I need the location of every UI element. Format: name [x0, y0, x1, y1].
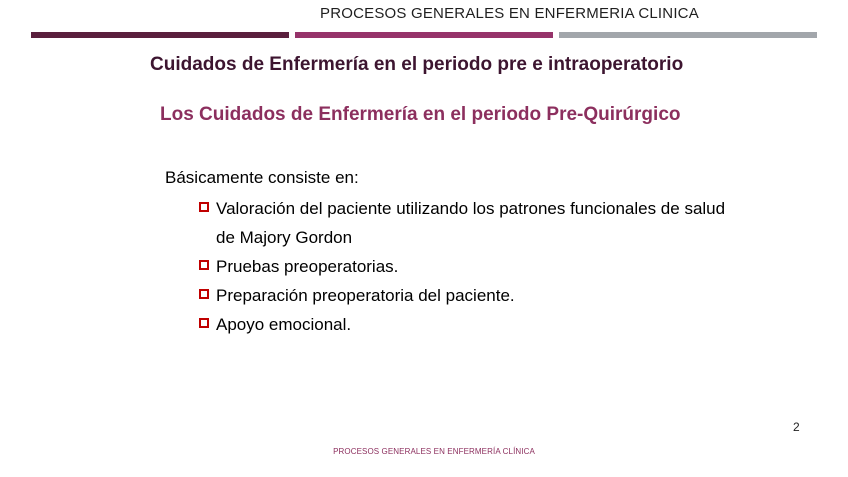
bullet-text: Pruebas preoperatorias.: [216, 257, 399, 276]
footer-text: PROCESOS GENERALES EN ENFERMERÍA CLÍNICA: [333, 447, 535, 456]
header-title: PROCESOS GENERALES EN ENFERMERIA CLINICA: [320, 5, 699, 22]
header-bar-magenta: [295, 32, 553, 38]
intro-text: Básicamente consiste en:: [165, 168, 359, 187]
section-subtitle: Los Cuidados de Enfermería en el periodo Pre-Quirúrgico: [160, 104, 681, 125]
hollow-square-bullet-icon: [199, 289, 209, 299]
header-decorative-bars: [31, 32, 817, 39]
hollow-square-bullet-icon: [199, 202, 209, 212]
bullet-item: [199, 252, 739, 281]
bullet-item: [199, 281, 739, 310]
page-number: 2: [793, 420, 800, 434]
slide-title: Cuidados de Enfermería en el periodo pre e intraoperatorio: [150, 54, 684, 75]
bullet-item: [199, 194, 739, 252]
hollow-square-bullet-icon: [199, 260, 209, 270]
bullet-text: Preparación preoperatoria del paciente.: [216, 286, 515, 305]
bullet-text: Apoyo emocional.: [216, 315, 352, 334]
hollow-square-bullet-icon: [199, 318, 209, 328]
header-bar-dark: [31, 32, 289, 38]
bullet-item: [199, 310, 739, 339]
header-bar-gray: [559, 32, 817, 38]
bullet-text: Valoración del paciente utilizando los patrones funcionales de salud de Majory Gordon: [216, 199, 726, 247]
bullet-list: [199, 194, 739, 339]
